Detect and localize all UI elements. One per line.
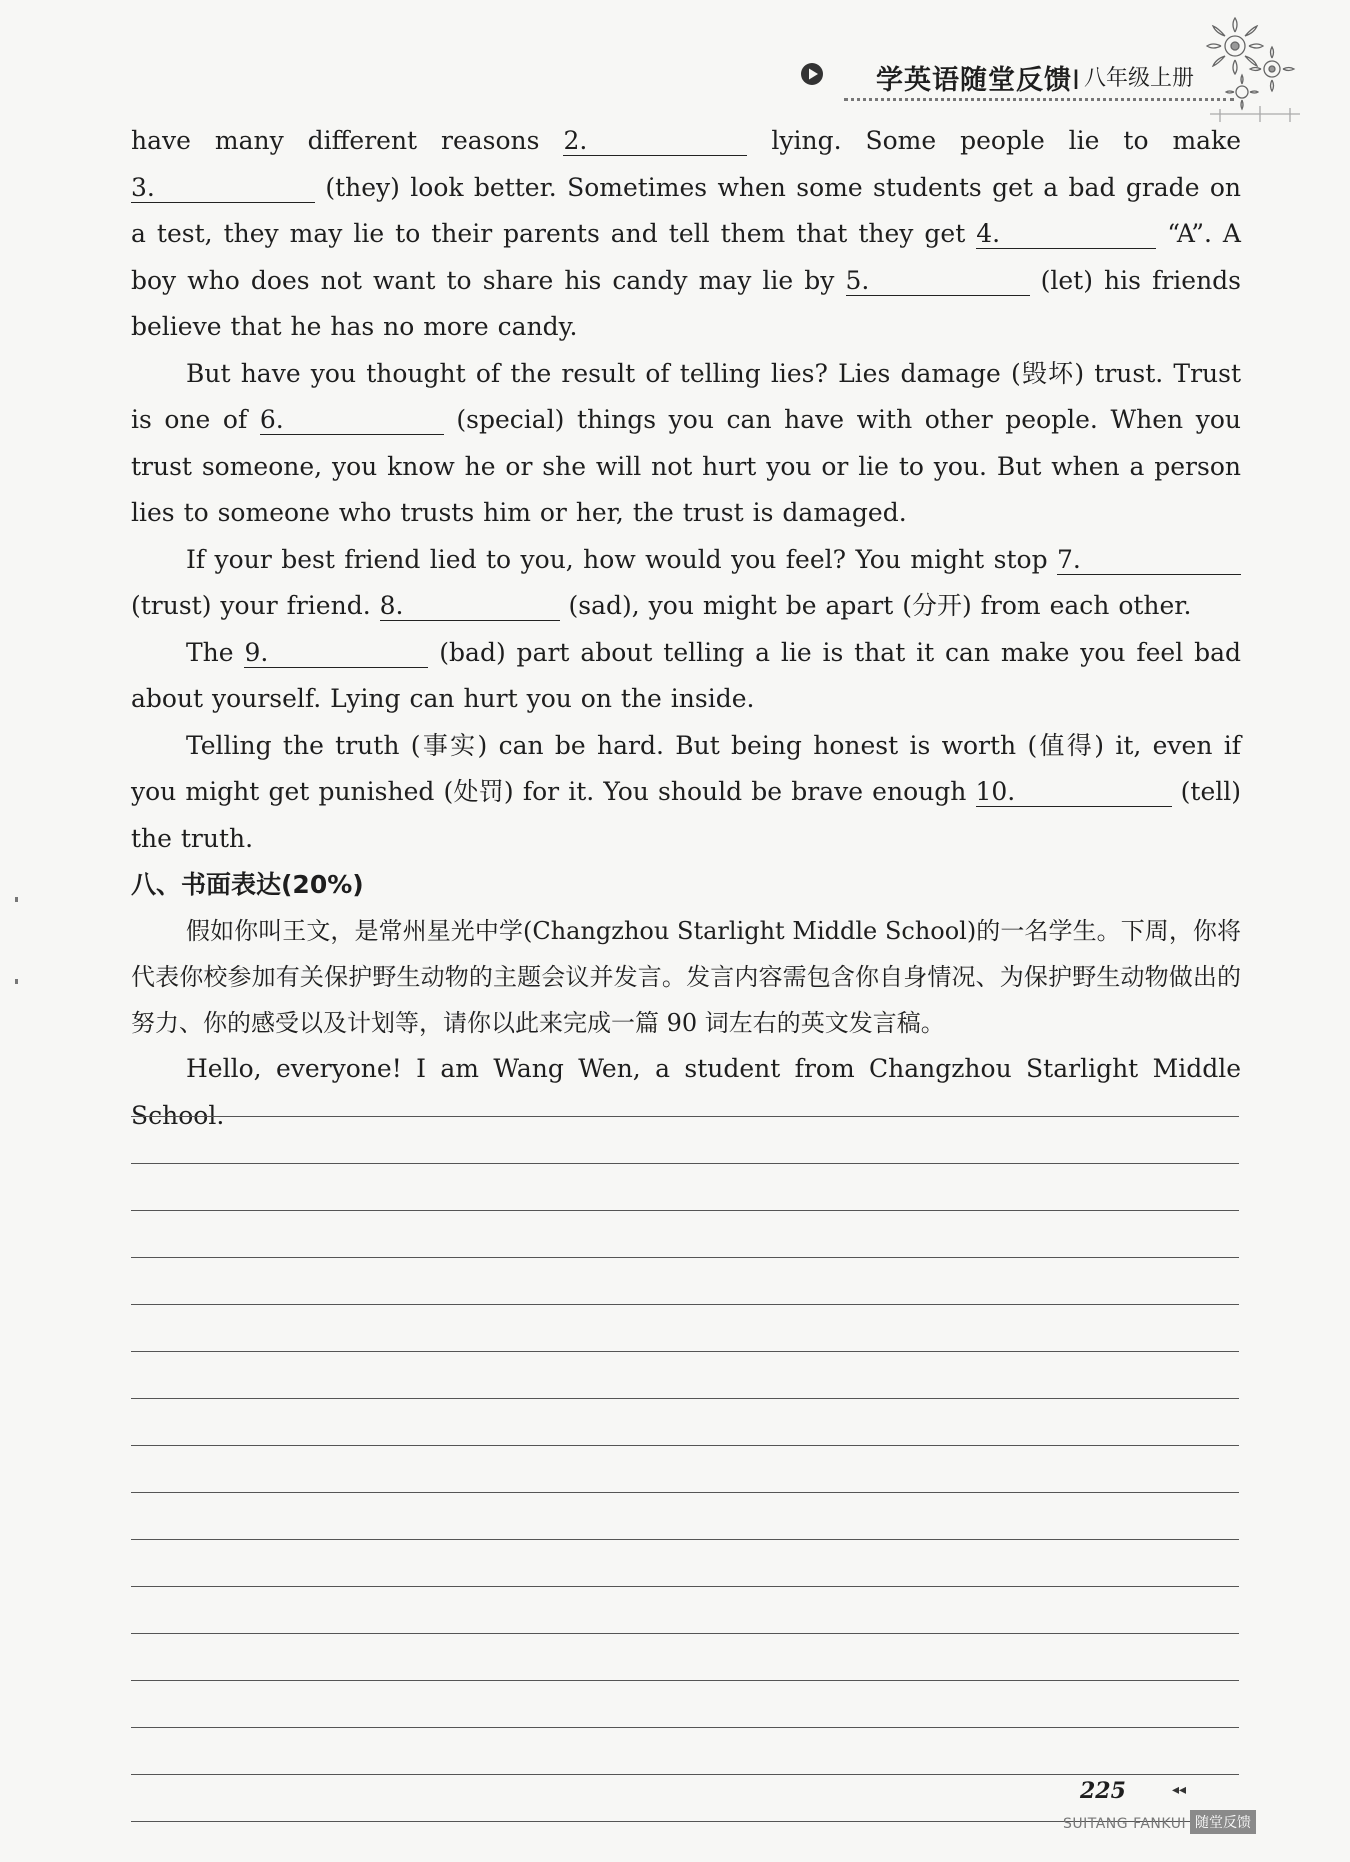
writing-line[interactable] bbox=[131, 1305, 1239, 1352]
writing-line[interactable] bbox=[131, 1587, 1239, 1634]
writing-line[interactable] bbox=[131, 1164, 1239, 1211]
blank-9[interactable]: 9. bbox=[244, 639, 428, 668]
writing-line[interactable] bbox=[131, 1399, 1239, 1446]
writing-line[interactable] bbox=[131, 1117, 1239, 1164]
blank-4[interactable]: 4. bbox=[976, 220, 1156, 249]
passage-paragraph-4: The 9. (bad) part about telling a lie is that it can make you feel bad about yourself. Lying can hurt you on the inside. bbox=[131, 637, 1241, 713]
writing-line[interactable] bbox=[131, 1352, 1239, 1399]
blank-3[interactable]: 3. bbox=[131, 174, 315, 203]
margin-tick bbox=[15, 897, 18, 902]
writing-line[interactable] bbox=[131, 1070, 1239, 1117]
blank-10[interactable]: 10. bbox=[976, 778, 1172, 807]
writing-line[interactable] bbox=[131, 1681, 1239, 1728]
writing-prompt: 假如你叫王文，是常州星光中学(Changzhou Starlight Middle School)的一名学生。下周，你将代表你校参加有关保护野生动物的主题会议并发言。发言内容需包含你自身情况、为保护野生动物做出的努力、你的感受以及计划等，请你以此来完成一篇 90 词左右的英文发言稿。 bbox=[131, 917, 1241, 1037]
sunflower-decoration-icon bbox=[1200, 14, 1310, 124]
writing-opening-line: Hello, everyone! I am Wang Wen, a student from Changzhou Starlight Middle School. bbox=[131, 1054, 1241, 1130]
writing-line[interactable] bbox=[131, 1540, 1239, 1587]
writing-line[interactable] bbox=[131, 1211, 1239, 1258]
writing-line[interactable] bbox=[131, 1446, 1239, 1493]
writing-area[interactable] bbox=[131, 1070, 1239, 1822]
passage-paragraph-1: have many different reasons 2. lying. Some people lie to make 3. (they) look better. Sometimes when some students get a bad grade on a test, they may lie to their parents and tell them that they get 4. “A”. A boy who does not want to share his candy may lie by 5. (let) his friends believe that he has no more candy. bbox=[131, 126, 1241, 341]
blank-6[interactable]: 6. bbox=[260, 406, 444, 435]
passage-paragraph-2: But have you thought of the result of telling lies? Lies damage (毁坏) trust. Trust is one of 6. (special) things you can have with other people. When you trust someone, you know he or she will not hurt you or lie to you. But when a person lies to someone who trusts him or her, the trust is damaged. bbox=[131, 358, 1241, 527]
book-grade: 八年级上册 bbox=[1084, 66, 1195, 91]
header-dotted-rule bbox=[844, 98, 1234, 101]
passage-paragraph-3: If your best friend lied to you, how would you feel? You might stop 7. (trust) your friend. 8. (sad), you might be apart (分开) from each other. bbox=[131, 537, 1241, 630]
footer-brand: SUITANG FANKUI bbox=[1063, 1816, 1187, 1832]
writing-line[interactable] bbox=[131, 1258, 1239, 1305]
page-arrows-icon: ◂◂ bbox=[1172, 1782, 1187, 1798]
margin-tick bbox=[15, 979, 18, 984]
blank-7[interactable]: 7. bbox=[1057, 546, 1241, 575]
footer-tag: 随堂反馈 bbox=[1190, 1810, 1256, 1834]
writing-line[interactable] bbox=[131, 1728, 1239, 1775]
writing-line[interactable] bbox=[131, 1775, 1239, 1822]
reading-passage bbox=[131, 118, 1241, 1139]
writing-line[interactable] bbox=[131, 1634, 1239, 1681]
blank-2[interactable]: 2. bbox=[563, 127, 747, 156]
passage-paragraph-5: Telling the truth (事实) can be hard. But being honest is worth (值得) it, even if you might get punished (处罚) for it. You should be brave enough 10. (tell) the truth. bbox=[131, 730, 1241, 853]
page-number: 225 bbox=[1080, 1778, 1126, 1804]
play-circle-icon bbox=[800, 62, 824, 86]
blank-5[interactable]: 5. bbox=[846, 267, 1030, 296]
book-title: 学英语随堂反馈Ⅰ bbox=[876, 65, 1081, 96]
blank-8[interactable]: 8. bbox=[380, 592, 560, 621]
writing-line[interactable] bbox=[131, 1493, 1239, 1540]
writing-section-title: 八、书面表达(20%) bbox=[131, 870, 364, 899]
